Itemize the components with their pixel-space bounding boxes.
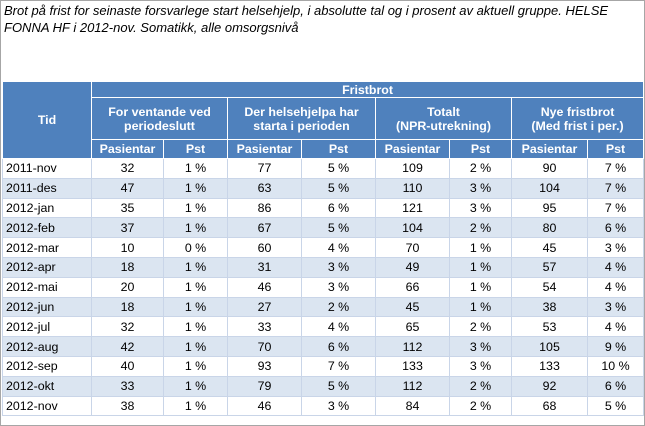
cell-pst: 1 %: [164, 198, 228, 218]
cell-pasientar: 90: [512, 159, 588, 179]
cell-pasientar: 45: [512, 238, 588, 258]
cell-pasientar: 63: [228, 178, 302, 198]
cell-pst: 1 %: [164, 396, 228, 416]
cell-pasientar: 104: [512, 178, 588, 198]
cell-pasientar: 133: [376, 356, 450, 376]
cell-pasientar: 105: [512, 337, 588, 357]
cell-pst: 5 %: [302, 376, 376, 396]
header-pasientar: Pasientar: [92, 140, 164, 159]
table-row: [3, 337, 644, 357]
cell-tid: 2012-mar: [3, 238, 92, 258]
cell-tid: 2012-jul: [3, 317, 92, 337]
cell-tid: 2012-jan: [3, 198, 92, 218]
cell-pst: 1 %: [164, 218, 228, 238]
cell-pasientar: 70: [228, 337, 302, 357]
cell-pasientar: 109: [376, 159, 450, 179]
header-group-line2: (NPR-utrekning): [396, 118, 491, 133]
cell-pst: 1 %: [164, 277, 228, 297]
cell-pasientar: 53: [512, 317, 588, 337]
cell-tid: 2012-feb: [3, 218, 92, 238]
cell-pasientar: 60: [228, 238, 302, 258]
cell-pasientar: 86: [228, 198, 302, 218]
cell-tid: 2012-okt: [3, 376, 92, 396]
cell-pasientar: 31: [228, 257, 302, 277]
cell-pst: 5 %: [302, 159, 376, 179]
header-group-line1: Nye fristbrot: [540, 104, 615, 119]
cell-pst: 6 %: [588, 218, 644, 238]
cell-tid: 2011-nov: [3, 159, 92, 179]
cell-pasientar: 47: [92, 178, 164, 198]
cell-pasientar: 80: [512, 218, 588, 238]
cell-pst: 4 %: [302, 238, 376, 258]
header-group-line2: periodeslutt: [124, 118, 195, 133]
table-title: Brot på frist for seinaste forsvarlege start helsehjelp, i absolutte tal og i prosent av aktuell gruppe. HELSE FONNA HF i 2012-nov. Somatikk, alle omsorgsnivå: [4, 3, 609, 35]
cell-pst: 2 %: [450, 376, 512, 396]
header-pasientar: Pasientar: [512, 140, 588, 159]
cell-pst: 6 %: [588, 376, 644, 396]
cell-pasientar: 27: [228, 297, 302, 317]
cell-pasientar: 37: [92, 218, 164, 238]
header-group-line1: Der helsehjelpa har: [244, 104, 359, 119]
cell-tid: 2012-apr: [3, 257, 92, 277]
cell-pasientar: 92: [512, 376, 588, 396]
cell-pasientar: 93: [228, 356, 302, 376]
cell-pasientar: 33: [228, 317, 302, 337]
header-pst: Pst: [164, 140, 228, 159]
cell-tid: 2012-nov: [3, 396, 92, 416]
cell-pst: 2 %: [302, 297, 376, 317]
cell-pst: 3 %: [450, 198, 512, 218]
cell-pst: 9 %: [588, 337, 644, 357]
cell-pasientar: 70: [376, 238, 450, 258]
table-row: [3, 277, 644, 297]
cell-pasientar: 46: [228, 277, 302, 297]
cell-pasientar: 110: [376, 178, 450, 198]
cell-pst: 6 %: [302, 198, 376, 218]
cell-pasientar: 77: [228, 159, 302, 179]
cell-pasientar: 133: [512, 356, 588, 376]
cell-pasientar: 112: [376, 337, 450, 357]
cell-pasientar: 45: [376, 297, 450, 317]
header-group-starta: [228, 98, 376, 140]
cell-pasientar: 46: [228, 396, 302, 416]
cell-pst: 7 %: [302, 356, 376, 376]
cell-pst: 1 %: [164, 178, 228, 198]
cell-pst: 4 %: [588, 317, 644, 337]
header-pst: Pst: [450, 140, 512, 159]
table-row: [3, 297, 644, 317]
table-row: [3, 356, 644, 376]
table-row: [3, 238, 644, 258]
cell-pst: 7 %: [588, 159, 644, 179]
table-row: [3, 396, 644, 416]
table-row: [3, 178, 644, 198]
cell-pst: 3 %: [588, 238, 644, 258]
table-row: [3, 257, 644, 277]
cell-pasientar: 35: [92, 198, 164, 218]
cell-pasientar: 112: [376, 376, 450, 396]
cell-pasientar: 68: [512, 396, 588, 416]
cell-pasientar: 42: [92, 337, 164, 357]
cell-pst: 1 %: [450, 257, 512, 277]
cell-tid: 2011-des: [3, 178, 92, 198]
table-row: [3, 198, 644, 218]
cell-pst: 3 %: [450, 337, 512, 357]
fristbrot-table: [2, 81, 644, 416]
cell-tid: 2012-aug: [3, 337, 92, 357]
cell-pasientar: 54: [512, 277, 588, 297]
header-pasientar: Pasientar: [228, 140, 302, 159]
cell-pst: 7 %: [588, 198, 644, 218]
table-body: [3, 159, 644, 416]
cell-tid: 2012-sep: [3, 356, 92, 376]
cell-pasientar: 121: [376, 198, 450, 218]
table-row: [3, 317, 644, 337]
cell-pasientar: 104: [376, 218, 450, 238]
cell-pst: 1 %: [164, 376, 228, 396]
header-pasientar: Pasientar: [376, 140, 450, 159]
cell-tid: 2012-jun: [3, 297, 92, 317]
cell-pst: 1 %: [164, 257, 228, 277]
cell-pst: 2 %: [450, 218, 512, 238]
cell-pasientar: 32: [92, 159, 164, 179]
cell-pasientar: 38: [92, 396, 164, 416]
cell-pasientar: 18: [92, 257, 164, 277]
cell-pst: 3 %: [588, 297, 644, 317]
table-row: [3, 159, 644, 179]
cell-pst: 4 %: [588, 277, 644, 297]
cell-pst: 2 %: [450, 159, 512, 179]
cell-pst: 5 %: [588, 396, 644, 416]
cell-tid: 2012-mai: [3, 277, 92, 297]
cell-pasientar: 49: [376, 257, 450, 277]
cell-pst: 1 %: [164, 317, 228, 337]
header-pst: Pst: [302, 140, 376, 159]
cell-pasientar: 84: [376, 396, 450, 416]
cell-pasientar: 67: [228, 218, 302, 238]
cell-pasientar: 18: [92, 297, 164, 317]
cell-pst: 1 %: [164, 159, 228, 179]
header-fristbrot: Fristbrot: [92, 82, 644, 98]
cell-pasientar: 66: [376, 277, 450, 297]
header-group-ventande: [92, 98, 228, 140]
cell-pst: 4 %: [588, 257, 644, 277]
cell-pst: 1 %: [164, 297, 228, 317]
header-group-line1: Totalt: [427, 104, 460, 119]
cell-pasientar: 20: [92, 277, 164, 297]
cell-pasientar: 57: [512, 257, 588, 277]
cell-pst: 5 %: [302, 178, 376, 198]
cell-pasientar: 79: [228, 376, 302, 396]
cell-pasientar: 95: [512, 198, 588, 218]
header-group-line1: For ventande ved: [108, 104, 211, 119]
cell-pst: 1 %: [164, 356, 228, 376]
cell-pst: 1 %: [164, 337, 228, 357]
cell-pst: 1 %: [450, 238, 512, 258]
header-group-line2: starta i perioden: [253, 118, 350, 133]
header-group-nye: [512, 98, 644, 140]
cell-pst: 2 %: [450, 396, 512, 416]
cell-pasientar: 38: [512, 297, 588, 317]
cell-pst: 4 %: [302, 317, 376, 337]
cell-pasientar: 32: [92, 317, 164, 337]
cell-pst: 2 %: [450, 317, 512, 337]
cell-pasientar: 40: [92, 356, 164, 376]
cell-pst: 3 %: [302, 257, 376, 277]
cell-pst: 0 %: [164, 238, 228, 258]
header-pst: Pst: [588, 140, 644, 159]
header-tid: Tid: [3, 82, 92, 159]
cell-pasientar: 10: [92, 238, 164, 258]
cell-pst: 3 %: [450, 178, 512, 198]
cell-pst: 10 %: [588, 356, 644, 376]
table-row: [3, 218, 644, 238]
cell-pst: 3 %: [302, 396, 376, 416]
cell-pst: 3 %: [302, 277, 376, 297]
header-group-totalt: [376, 98, 512, 140]
cell-pst: 7 %: [588, 178, 644, 198]
table-row: [3, 376, 644, 396]
cell-pst: 6 %: [302, 337, 376, 357]
cell-pasientar: 65: [376, 317, 450, 337]
cell-pasientar: 33: [92, 376, 164, 396]
cell-pst: 1 %: [450, 297, 512, 317]
cell-pst: 5 %: [302, 218, 376, 238]
cell-pst: 3 %: [450, 356, 512, 376]
cell-pst: 1 %: [450, 277, 512, 297]
header-group-line2: (Med frist i per.): [531, 118, 624, 133]
